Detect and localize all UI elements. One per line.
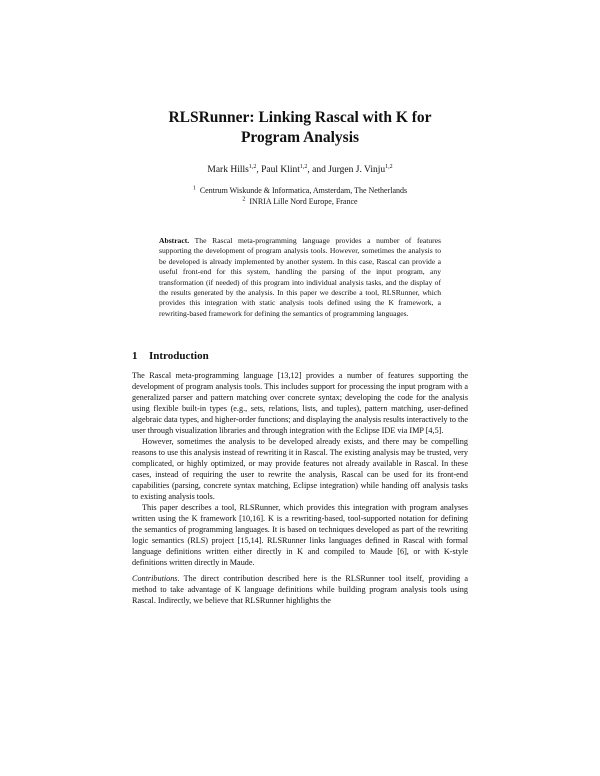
affiliation-mark: 1 xyxy=(192,185,196,192)
author-affiliation-mark: 1,2 xyxy=(299,163,308,170)
affiliation-mark: 2 xyxy=(242,195,246,202)
author-name: Jurgen J. Vinju xyxy=(328,165,386,175)
author-name: Mark Hills xyxy=(207,165,249,175)
author-affiliation-mark: 1,2 xyxy=(385,163,393,170)
author-affiliation-mark: 1,2 xyxy=(248,163,257,170)
section-title: Introduction xyxy=(149,350,209,362)
paragraph: However, sometimes the analysis to be developed already exists, and there may be compelling reasons to use this analysis instead of rewriting it in Rascal. The existing analysis may be trusted, very complicated, or highly optimized, or may provide features not already available in Rascal. In these cases, instead of requiring the user to rewrite the analysis, Rascal can be used for its front-end capabilities (parsing, concrete syntax matching, Eclipse integration) while handing off analysis tasks to existing analysis tools. xyxy=(132,437,468,501)
section-heading xyxy=(132,349,472,363)
contributions-paragraph xyxy=(132,573,468,606)
author-separator: , and xyxy=(307,165,329,175)
paragraph: This paper describes a tool, RLSRunner, which provides this integration with program analyses written using the K framework [10,16]. K is a rewriting-based, tool-supported notation for defining the semantics of programming languages. It is based on techniques developed as part of the rewriting logic semantics (RLS) project [15,14]. RLSRunner links languages defined in Rascal with formal language definitions written either directly in K and compiled to Maude [6], or with K-style definitions written directly in Maude. xyxy=(132,503,468,567)
abstract-text: The Rascal meta-programming language provides a number of features supporting the development of program analysis tools. However, sometimes the analysis to be developed is already implemented by another system. In this case, Rascal can provide a useful front-end for this system, handling the parsing of the input program, any transformation (if needed) of this program into individual analysis tasks, and the display of the results generated by the analysis. In this paper we describe a tool, RLSRunner, which provides this integration with static analysis tools defined using the K framework, a rewriting-based framework for defining the semantics of programming languages. xyxy=(159,236,441,318)
affiliation xyxy=(100,186,500,197)
author-name: Paul Klint xyxy=(261,165,300,175)
title-line-2: Program Analysis xyxy=(240,129,360,146)
contributions-label: Contributions. xyxy=(132,574,180,583)
affiliation-text: INRIA Lille Nord Europe, France xyxy=(249,196,358,206)
title-line-1: RLSRunner: Linking Rascal with K for xyxy=(168,109,432,126)
paper-title xyxy=(120,108,480,148)
author-separator: , xyxy=(256,165,262,175)
abstract xyxy=(159,236,441,319)
affiliation-text: Centrum Wiskunde & Informatica, Amsterdam, The Netherlands xyxy=(199,186,408,195)
section-number: 1 xyxy=(132,350,138,362)
contributions-text: The direct contribution described here is the RLSRunner tool itself, providing a method to take advantage of K language definitions while building program analysis tools using Rascal. Indirectly, we believe that RLSRunner highlights the xyxy=(132,574,469,605)
body-text xyxy=(132,370,468,606)
paragraph: The Rascal meta-programming language [13,12] provides a number of features supporting the development of program analysis tools. This includes support for processing the input program with a generalized parser and pattern matching over concrete syntax; developing the code for the analysis using flexible built-in types (e.g., sets, relations, lists, and tuples), pattern matching, user-defined algebraic data types, and higher-order functions; and displaying the analysis results interactively to the user through visualization libraries and through integration with the Eclipse IDE via IMP [4,5]. xyxy=(132,371,468,435)
affiliation-list xyxy=(100,186,500,207)
affiliation xyxy=(100,197,500,208)
abstract-label: Abstract. xyxy=(159,236,190,245)
author-list xyxy=(100,164,500,176)
